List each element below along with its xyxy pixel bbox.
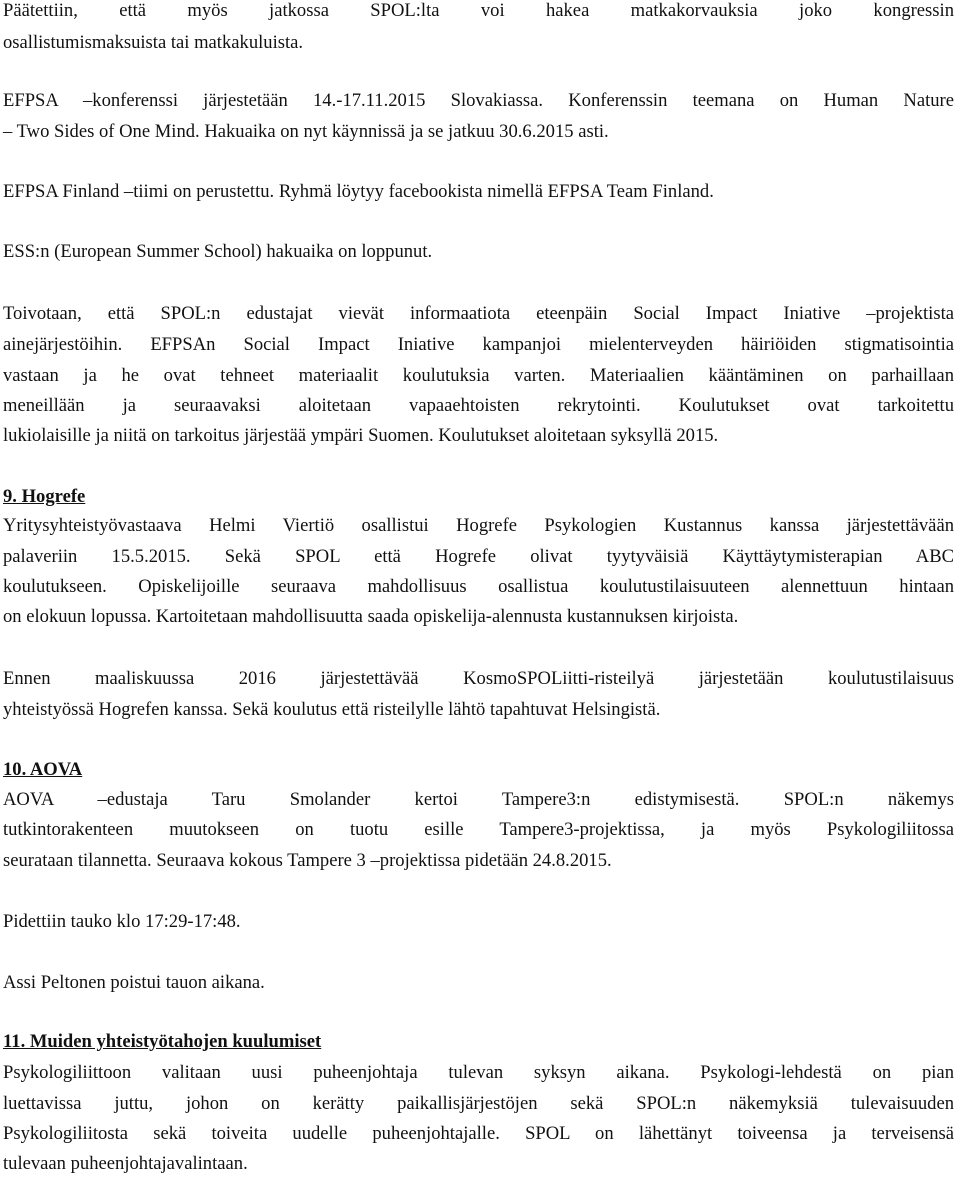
text-line: yhteistyössä Hogrefen kanssa. Sekä koulutus että risteilylle lähtö tapahtuvat Helsingistä. [3,699,661,720]
paragraph: Pidettiin tauko klo 17:29-17:48. [3,911,241,932]
text-line: Toivotaan, että SPOL:n edustajat vievät informaatiota eteenpäin Social Impact Iniative –projektista [3,303,954,324]
text-line: Psykologiliitosta sekä toiveita uudelle puheenjohtajalle. SPOL on lähettänyt toiveensa ja terveisensä [3,1123,954,1144]
text-line: on elokuun lopussa. Kartoitetaan mahdollisuutta saada opiskelija-alennusta kustannuksen kirjoista. [3,606,739,627]
text-line: luettavissa juttu, johon on kerätty paikallisjärjestöjen sekä SPOL:n näkemyksiä tulevaisuuden [3,1093,954,1114]
text-line: palaveriin 15.5.2015. Sekä SPOL että Hogrefe olivat tyytyväisiä Käyttäytymisterapian ABC [3,546,954,567]
text-line: tulevaan puheenjohtajavalintaan. [3,1153,248,1174]
text-line: Ennen maaliskuussa 2016 järjestettävää KosmoSPOLiitti-risteilyä järjestetään koulutustilaisuus [3,668,954,689]
text-line: – Two Sides of One Mind. Hakuaika on nyt käynnissä ja se jatkuu 30.6.2015 asti. [3,121,609,142]
section-heading: 11. Muiden yhteistyötahojen kuulumiset [3,1031,322,1052]
text-line: vastaan ja he ovat tehneet materiaalit koulutuksia varten. Materiaalien kääntäminen on parhaillaan [3,365,954,386]
text-line: tutkintorakenteen muutokseen on tuotu esille Tampere3-projektissa, ja myös Psykologiliitossa [3,819,954,840]
text-line: osallistumismaksuista tai matkakuluista. [3,32,304,53]
paragraph: EFPSA Finland –tiimi on perustettu. Ryhmä löytyy facebookista nimellä EFPSA Team Finland. [3,181,714,202]
text-line: koulutukseen. Opiskelijoille seuraava mahdollisuus osallistua koulutustilaisuuteen alennettuun hintaan [3,576,954,597]
paragraph: ESS:n (European Summer School) hakuaika on loppunut. [3,241,433,262]
text-line: lukiolaisille ja niitä on tarkoitus järjestää ympäri Suomen. Koulutukset aloitetaan syksyllä 2015. [3,425,719,446]
text-line: ainejärjestöihin. EFPSAn Social Impact Iniative kampanjoi mielenterveyden häiriöiden stigmatisointia [3,334,954,355]
text-line: Yritysyhteistyövastaava Helmi Viertiö osallistui Hogrefe Psykologien Kustannus kanssa järjestettävään [3,515,954,536]
text-line: EFPSA –konferenssi järjestetään 14.-17.11.2015 Slovakiassa. Konferenssin teemana on Human Nature [3,90,954,111]
text-line: meneillään ja seuraavaksi aloitetaan vapaaehtoisten rekrytointi. Koulutukset ovat tarkoitettu [3,395,954,416]
text-line: Psykologiliittoon valitaan uusi puheenjohtaja tulevan syksyn aikana. Psykologi-lehdestä on pian [3,1062,954,1083]
text-line: AOVA –edustaja Taru Smolander kertoi Tampere3:n edistymisestä. SPOL:n näkemys [3,789,954,810]
paragraph: Assi Peltonen poistui tauon aikana. [3,972,265,993]
section-heading: 9. Hogrefe [3,486,86,507]
text-line: seurataan tilannetta. Seuraava kokous Tampere 3 –projektissa pidetään 24.8.2015. [3,850,612,871]
section-heading: 10. AOVA [3,759,83,780]
text-line: Päätettiin, että myös jatkossa SPOL:lta voi hakea matkakorvauksia joko kongressin [3,0,954,21]
